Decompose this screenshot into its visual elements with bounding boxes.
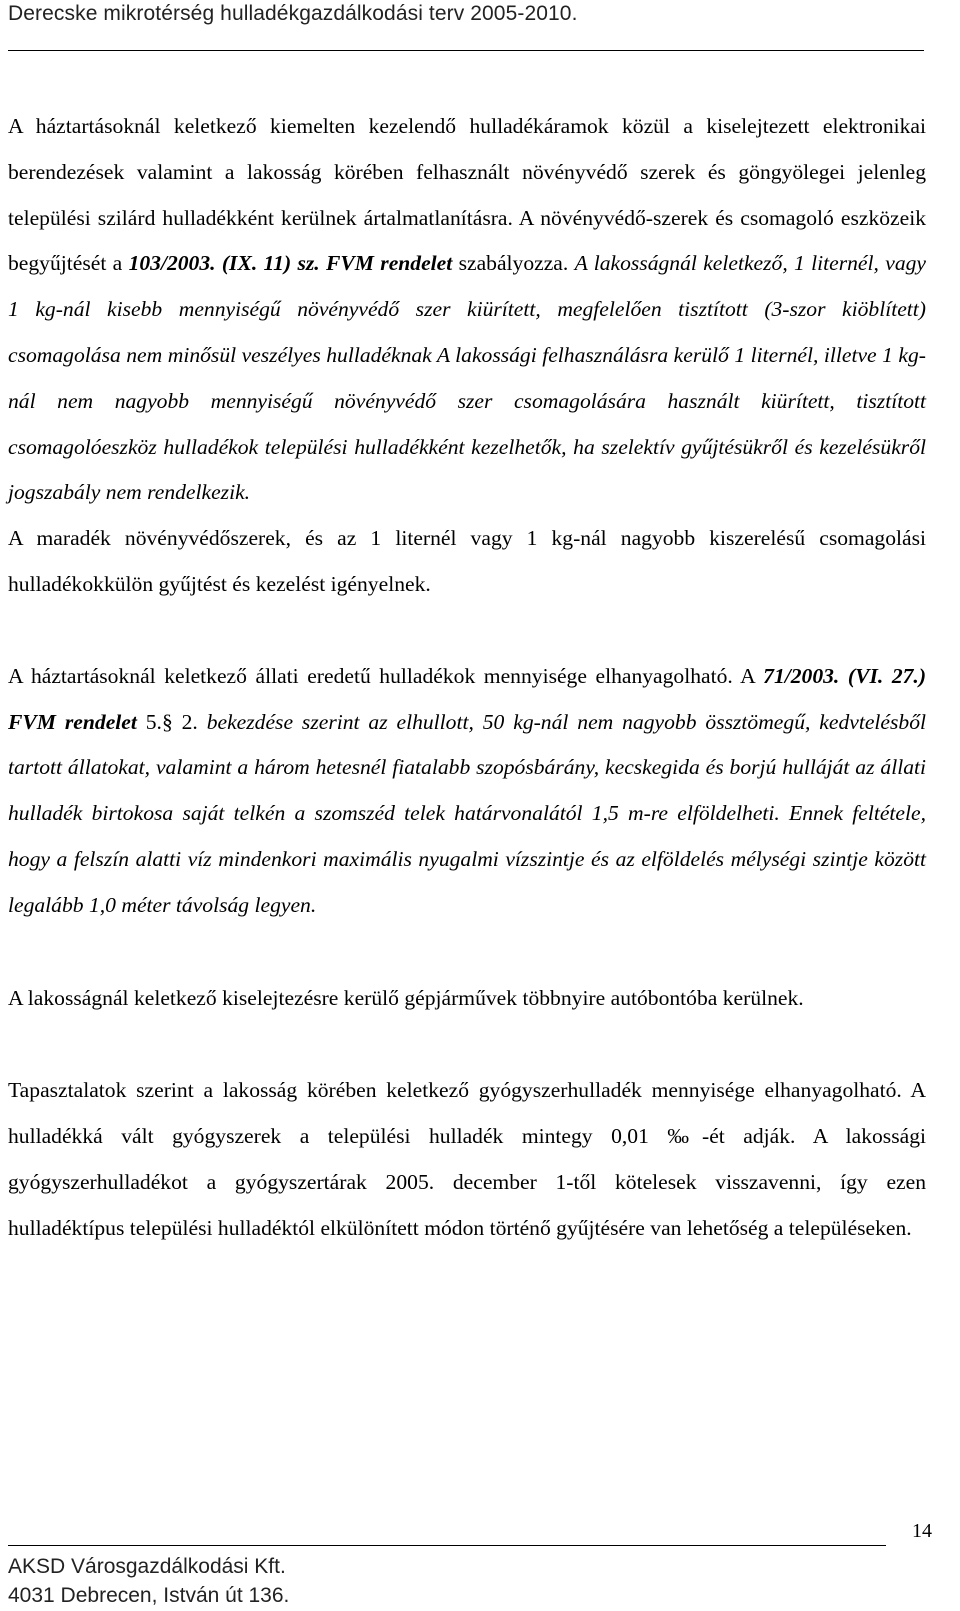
footer-company: AKSD Városgazdálkodási Kft. [8,1555,286,1578]
paragraph-spacer [8,608,926,654]
paragraph-remaining-pesticides: A maradék növényvédőszerek, és az 1 liternél vagy 1 kg-nál nagyobb kiszerelésű csomagolási hulladékokkülön gyűjtést és kezelést igényelnek. [8,526,926,596]
footer [8,1552,289,1610]
paragraph-animal-waste [8,654,926,929]
section-reference: 5.§ 2. [136,709,198,734]
page-number: 14 [912,1520,932,1542]
paragraph-medicine-waste: Tapasztalatok szerint a lakosság körében keletkező gyógyszerhulladék mennyisége elhanyagolható. A hulladékká vált gyógyszerek a települési hulladék mintegy 0,01 ‰-ét adják. A lakossági gyógyszerhulladékot a gyógyszertárak 2005. december 1-től kötelesek visszavenni, így ezen hulladéktípus települési hulladéktól elkülönített módon történő gyűjtésére van lehetőség a településeken. [8,1078,926,1240]
footer-divider [8,1545,886,1546]
paragraph-intro: A háztartásoknál keletkező kiemelten kezelendő hulladékáramok közül a kiselejtezett elektronikai berendezések valamint a lakosság körében felhasznált növényvédő szerek és göngyölegei jelenleg települési szilárd hulladékként kerülnek ártalmatlanításra. A növényvédő-szerek és csomagoló eszközeik begyűjtését a [8,114,926,276]
regulation-reference: 103/2003. (IX. 11) sz. FVM rendelet [128,251,453,276]
italic-passage: A lakosságnál keletkező, 1 liternél, vagy 1 kg-nál kisebb mennyiségű növényvédő szer kiürített, megfelelően tisztított (3-szor kiöblített) csomagolása nem minősül veszélyes hulladéknak A lakossági felhasználásra kerülő 1 liternél, illetve 1 kg-nál nem nagyobb mennyiségű növényvédő szer csomagolására használt kiürített, tisztított csomagolóeszköz hulladékok települési hulladékként kezelhetők, ha szelektív gyűjtésükről és kezelésükről jogszabály nem rendelkezik. [8,251,926,505]
italic-passage: bekezdése szerint az elhullott, 50 kg-nál nem nagyobb össztömegű, kedvtelésből tartott állatokat, valamint a három hetesnél fiatalabb szopósbárány, kecskegida és borjú hulláját az állati hulladék birtokosa saját telkén a szomszéd telek határvonalától 1,5 m-re elföldelheti. Ennek feltétele, hogy a felszín alatti víz mindenkori maximális nyugalmi vízszintje és az elföldelés mélységi szintje között legalább 1,0 méter távolság legyen. [8,709,926,917]
footer-address: 4031 Debrecen, István út 136. [8,1584,290,1607]
header-divider [8,50,924,51]
paragraph-hazardous-waste [8,104,926,516]
regulation-reference: 71/2003. (VI. 27.) FVM rendelet [8,663,927,734]
paragraph-vehicles: A lakosságnál keletkező kiselejtezésre kerülő gépjárművek többnyire autóbontóba kerülnek. [8,985,804,1010]
document-body [8,104,926,1252]
paragraph-intro: A háztartásoknál keletkező állati eredetű hulladékok mennyisége elhanyagolható. A [8,663,764,688]
paragraph-spacer [8,929,926,976]
paragraph-text: szabályozza. [452,251,575,276]
running-header: Derecske mikrotérség hulladékgazdálkodási terv 2005-2010. [8,2,578,25]
paragraph-spacer [8,1021,926,1068]
